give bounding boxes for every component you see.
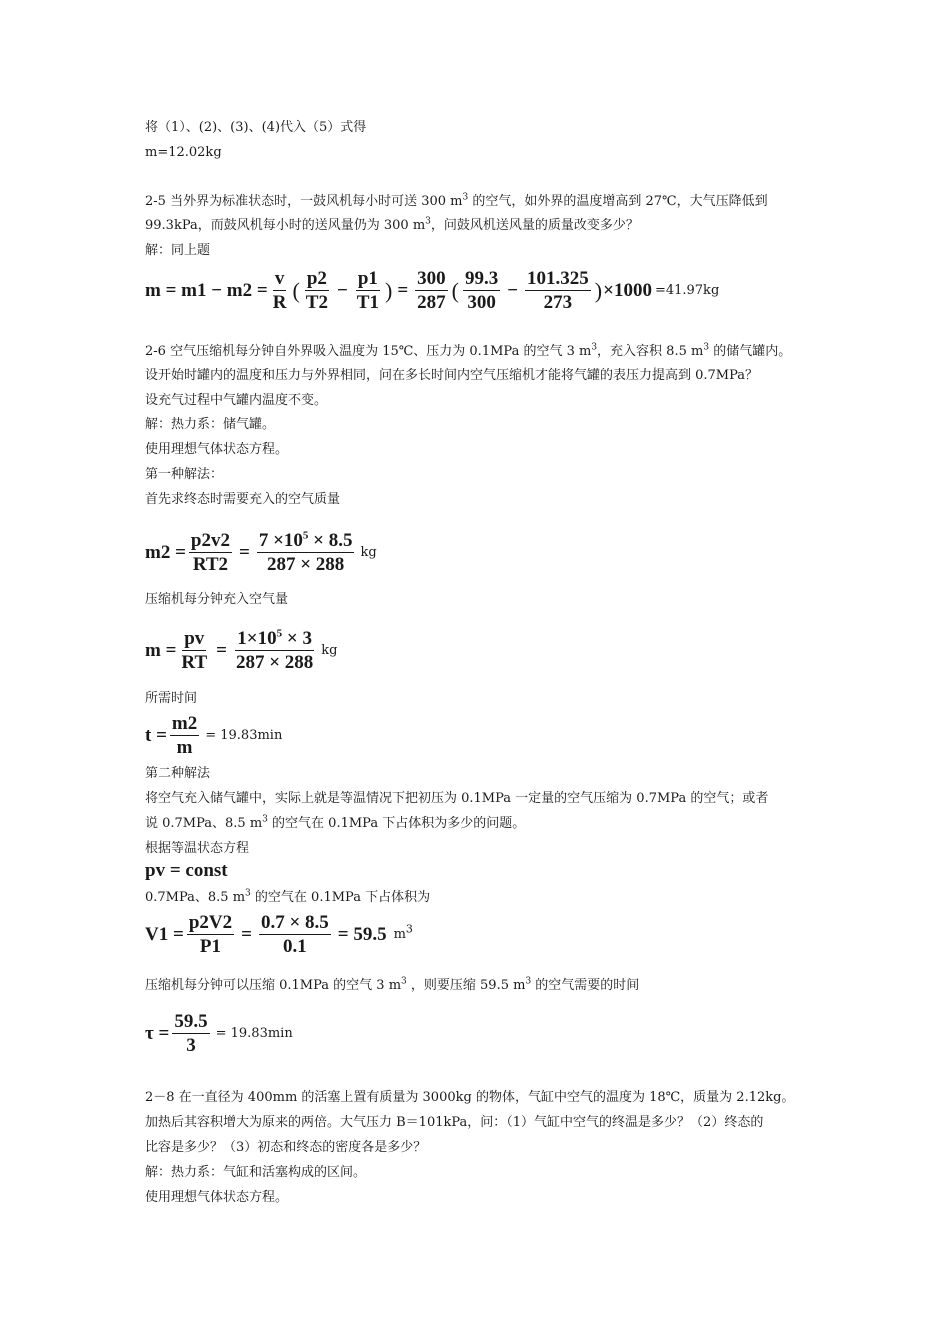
text-line: m=12.02kg [145, 145, 222, 160]
fraction: $\frac{pv}{RT}$ [181, 628, 208, 673]
text-line: 设充气过程中气罐内温度不变。 [145, 393, 328, 408]
problem-2-5-line: 2-5 当外界为标准状态时，一鼓风机每小时可送 300 $m^3$ 的空气，如外界的温度增高到 27℃，大气压降低到 [145, 192, 768, 209]
equation-tau: τ = $\frac{59.5}{3}$ = 19.83min [145, 1011, 293, 1056]
text-line: 所需时间 [145, 691, 198, 706]
text-line: 使用理想气体状态方程。 [145, 442, 289, 457]
fraction: $\frac{p2v2}{RT2}$ [190, 530, 230, 575]
equation-mass-change: m = m1 − m2 = $\frac{v}{R}$ ( $\frac{p2}{T2}$ − $\frac{p1}{T1}$ ) = $\frac{300}{287}$ ( $\frac{99.3}{300}$ − $\frac{101.325}{273}$ ) ×1000 =41.97kg [145, 268, 720, 313]
text-line: 将空气充入储气罐中，实际上就是等温情况下把初压为 0.1MPa 一定量的空气压缩为 0.7MPa 的空气；或者 [145, 791, 769, 806]
fraction: $\frac{p2}{T2}$ [305, 268, 328, 313]
text-line: 首先求终态时需要充入的空气质量 [145, 492, 341, 507]
equation-time: t = $\frac{m2}{m}$ = 19.83min [145, 713, 283, 758]
text-line: 设开始时罐内的温度和压力与外界相同，问在多长时间内空气压缩机才能将气罐的表压力提高到 0.7MPa？ [145, 368, 759, 383]
fraction: $\frac{0.7 \times 8.5}{0.1}$ [260, 912, 329, 957]
text-line: 0.7MPa、8.5 $m^3$ 的空气在 0.1MPa 下占体积为 [145, 888, 431, 905]
text-line: 解：热力系：储气罐。 [145, 417, 276, 432]
text-line: 加热后其容积增大为原来的两倍。大气压力 B＝101kPa，问：（1）气缸中空气的终温是多少？（2）终态的 [145, 1115, 764, 1130]
text-line: 压缩机每分钟充入空气量 [145, 592, 289, 607]
fraction: $\frac{101.325}{273}$ [527, 268, 589, 313]
text-line: 说 0.7MPa、8.5 $m^3$ 的空气在 0.1MPa 下占体积为多少的问题。 [145, 814, 526, 831]
text-line: 使用理想气体状态方程。 [145, 1190, 289, 1205]
fraction: $\frac{59.5}{3}$ [174, 1011, 208, 1056]
fraction: $\frac{v}{R}$ [272, 268, 287, 313]
problem-2-8-line: 2－8 在一直径为 400mm 的活塞上置有质量为 3000kg 的物体，气缸中空气的温度为 18℃，质量为 2.12kg。 [145, 1090, 795, 1105]
text-line: 解：热力系：气缸和活塞构成的区间。 [145, 1165, 367, 1180]
text-line: 将（1）、(2)、(3)、(4)代入（5）式得 [145, 120, 367, 135]
text-line: 99.3kPa，而鼓风机每小时的送风量仍为 300 $m^3$，问鼓风机送风量的质量改变多少？ [145, 216, 639, 233]
fraction: $\frac{p2V2}{P1}$ [188, 912, 233, 957]
text-line: 解：同上题 [145, 243, 211, 258]
problem-2-6-line: 2-6 空气压缩机每分钟自外界吸入温度为 15℃、压力为 0.1MPa 的空气 3 $m^3$，充入容积 8.5 $m^3$ 的储气罐内。 [145, 342, 792, 359]
fraction: $\frac{7 \times 10^5 \times 8.5}{287 \times 288}$ [258, 529, 353, 575]
fraction: $\frac{99.3}{300}$ [464, 268, 499, 313]
text-line: 第一种解法： [145, 467, 224, 482]
text-line: 比容是多少？（3）初态和终态的密度各是多少？ [145, 1140, 427, 1155]
text-line: 根据等温状态方程 [145, 841, 250, 856]
equation-isothermal: pv = const [145, 860, 228, 881]
equation-m-per-minute: m = $\frac{pv}{RT}$ = $\frac{1\times 10^5 \times 3}{287 \times 288}$ kg [145, 627, 338, 673]
text-line: 压缩机每分钟可以压缩 0.1MPa 的空气 3 $m^3$ ，则要压缩 59.5 $m^3$ 的空气需要的时间 [145, 976, 640, 993]
text-line: 第二种解法 [145, 766, 211, 781]
equation-m2: m2 = $\frac{p2v2}{RT2}$ = $\frac{7 \times 10^5 \times 8.5}{287 \times 288}$ kg [145, 529, 377, 575]
fraction: $\frac{p1}{T1}$ [356, 268, 379, 313]
fraction: $\frac{300}{287}$ [417, 268, 446, 313]
fraction: $\frac{m2}{m}$ [171, 713, 198, 758]
equation-v1: V1 = $\frac{p2V2}{P1}$ = $\frac{0.7 \times 8.5}{0.1}$ = 59.5 $m^3$ [145, 912, 413, 957]
fraction: $\frac{1\times 10^5 \times 3}{287 \times 288}$ [235, 627, 314, 673]
